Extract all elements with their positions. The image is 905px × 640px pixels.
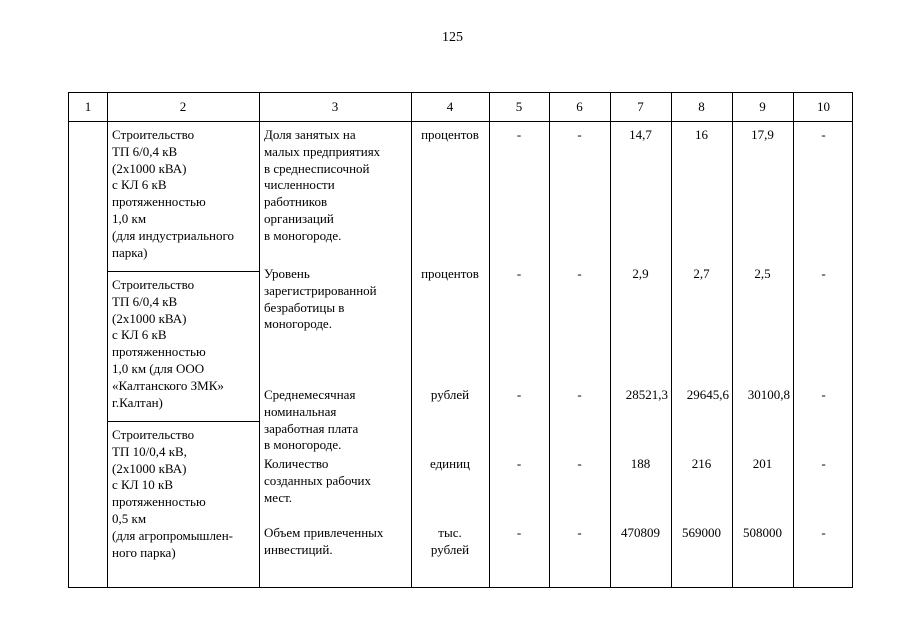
column-header-9: 9 xyxy=(759,99,766,114)
column-border xyxy=(671,93,672,587)
column-border xyxy=(610,93,611,587)
value-col10: - xyxy=(821,266,826,281)
column-header-4: 4 xyxy=(446,99,454,114)
column-header-5: 5 xyxy=(515,99,523,114)
value-col10: - xyxy=(821,525,826,540)
column-border xyxy=(793,93,794,587)
value-col9: 201 xyxy=(752,456,773,471)
value-col6: - xyxy=(577,387,582,402)
column-header-2: 2 xyxy=(179,99,187,114)
project-description: Строительство ТП 6/0,4 кВ (2х1000 кВА) с КЛ 6 кВ протяженностью 1,0 км (для индустриального парка) xyxy=(112,127,235,260)
value-col10: - xyxy=(821,456,826,471)
indicator-name: Доля занятых на малых предприятиях в среднесписочной численности работников организаций в моногороде. xyxy=(264,127,381,243)
value-col8: 569000 xyxy=(682,525,721,540)
value-col7: 470809 xyxy=(621,525,660,540)
column-header-6: 6 xyxy=(576,99,583,114)
column-border xyxy=(259,93,260,587)
value-col6: - xyxy=(577,127,582,142)
value-col5: - xyxy=(516,387,522,402)
value-col8: 16 xyxy=(695,127,708,142)
value-col8: 29645,6 xyxy=(686,387,729,402)
indicator-name: Количество созданных рабочих мест. xyxy=(264,456,371,505)
value-col6: - xyxy=(577,266,582,281)
value-col7: 188 xyxy=(630,456,651,471)
value-col9: 17,9 xyxy=(751,127,774,142)
indicator-name: Объем привлеченных инвестиций. xyxy=(264,525,384,557)
value-col7: 14,7 xyxy=(629,127,652,142)
value-col7: 28521,3 xyxy=(625,387,668,402)
value-col5: - xyxy=(516,266,522,281)
column-header-8: 8 xyxy=(698,99,705,114)
column-border xyxy=(489,93,490,587)
value-col9: 30100,8 xyxy=(747,387,790,402)
column-border xyxy=(107,93,108,587)
value-col8: 216 xyxy=(691,456,712,471)
row-separator xyxy=(107,271,259,272)
indicator-unit: процентов xyxy=(421,266,479,281)
column-border xyxy=(411,93,412,587)
value-col9: 508000 xyxy=(743,525,782,540)
indicator-unit: рублей xyxy=(430,387,470,402)
page-number: 125 xyxy=(442,30,463,45)
header-border xyxy=(69,121,852,122)
indicator-name: Уровень зарегистрированной безработицы в моногороде. xyxy=(264,266,377,332)
column-header-7: 7 xyxy=(637,99,644,114)
value-col10: - xyxy=(821,127,826,142)
value-col8: 2,7 xyxy=(693,266,710,281)
column-border xyxy=(732,93,733,587)
value-col6: - xyxy=(577,456,582,471)
column-header-1: 1 xyxy=(84,99,92,114)
value-col5: - xyxy=(516,127,522,142)
value-col10: - xyxy=(821,387,826,402)
column-border xyxy=(549,93,550,587)
column-header-3: 3 xyxy=(331,99,339,114)
indicator-name: Среднемесячная номинальная заработная плата в моногороде. xyxy=(264,387,359,453)
value-col7: 2,9 xyxy=(632,266,649,281)
indicator-unit: процентов xyxy=(421,127,479,142)
value-col9: 2,5 xyxy=(754,266,771,281)
data-table xyxy=(68,92,853,588)
indicator-unit: тыс. рублей xyxy=(430,525,470,557)
row-separator xyxy=(107,421,259,422)
value-col6: - xyxy=(577,525,582,540)
indicator-unit: единиц xyxy=(429,456,471,471)
column-header-10: 10 xyxy=(817,99,830,114)
project-description: Строительство ТП 6/0,4 кВ (2х1000 кВА) с КЛ 6 кВ протяженностью 1,0 км (для ООО «Калтанского ЗМК» г.Калтан) xyxy=(112,277,224,410)
value-col5: - xyxy=(516,456,522,471)
project-description: Строительство ТП 10/0,4 кВ, (2х1000 кВА) с КЛ 10 кВ протяженностью 0,5 км (для агропромышлен- ного парка) xyxy=(112,427,233,560)
value-col5: - xyxy=(516,525,522,540)
